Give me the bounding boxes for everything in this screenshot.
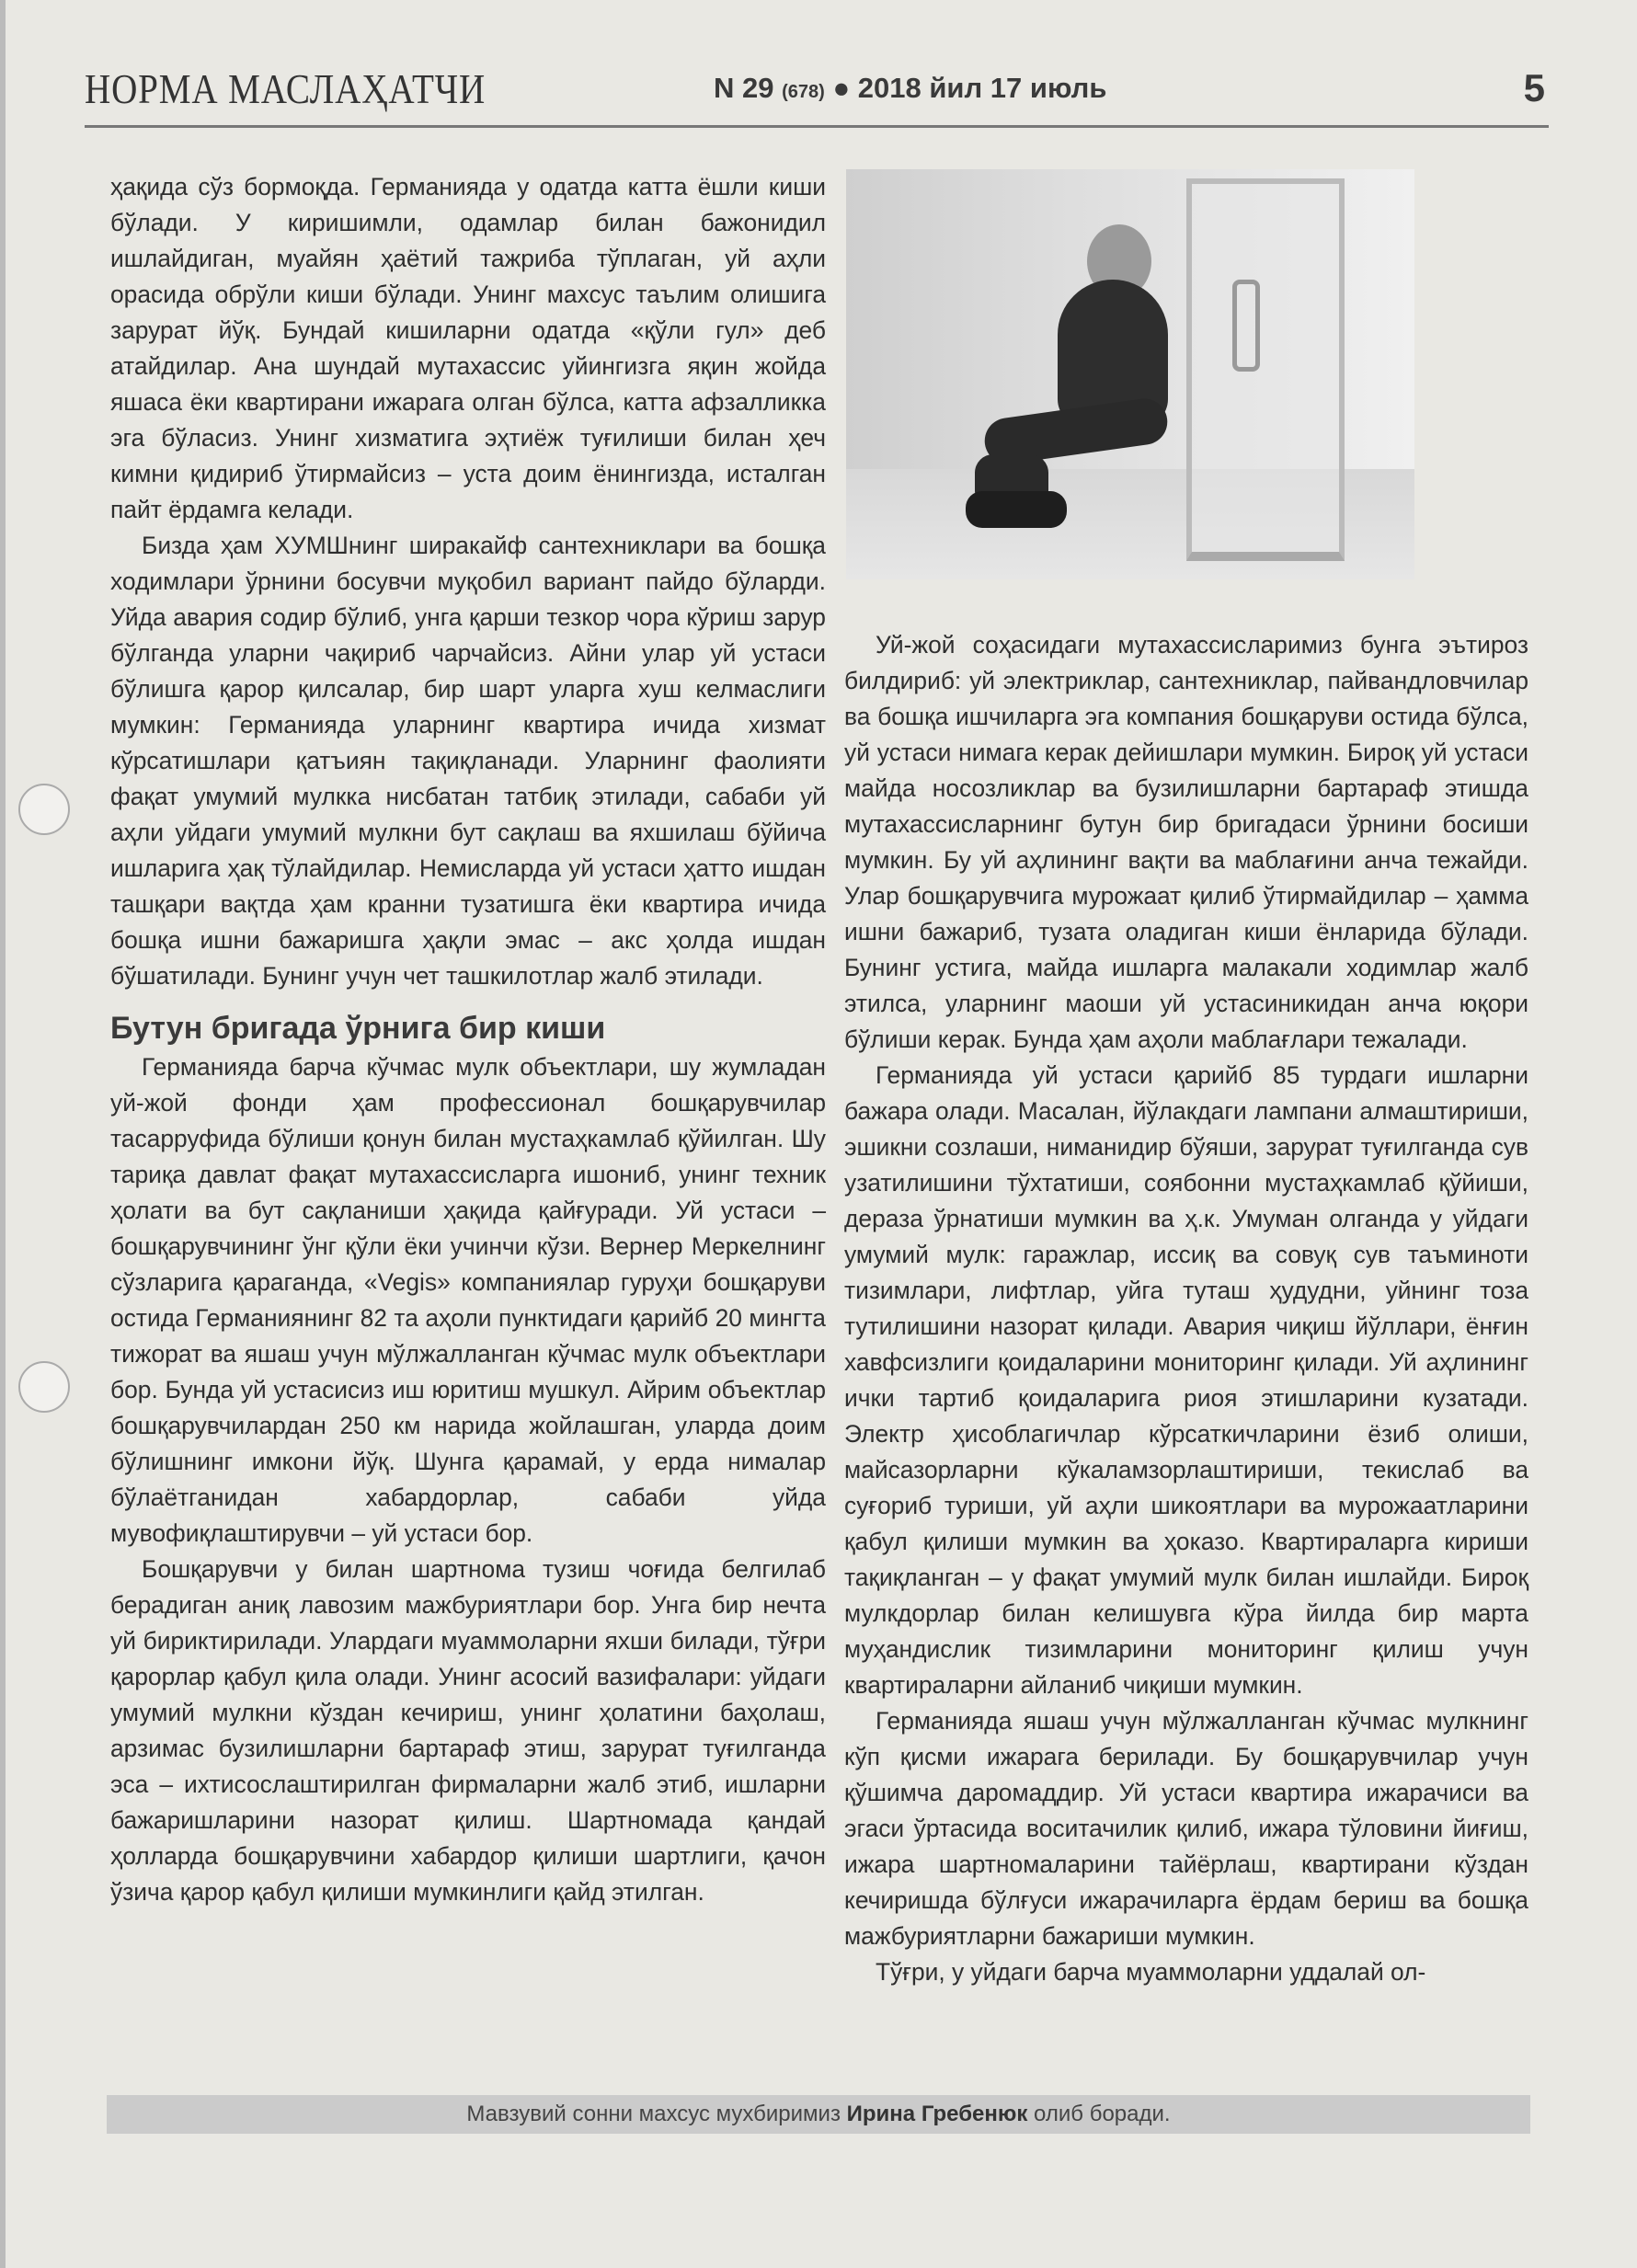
- paragraph: Уй-жой соҳасидаги мутахассисларимиз бунга эътироз билдириб: уй электриклар, сантехниклар, пайвандловчилар ва бошқа ишчиларга эга компания бошқаруви остида бўлса, уй устаси нимага керак дейишлари мумкин. Бироқ уй устаси майда носозликлар ва бузилишларни бартараф этишда мутахассисларнинг бутун бир бригадаси ўрнини босиши мумкин. Бу уй аҳлининг вақти ва маблағини анча тежайди. Улар бошқарувчига мурожаат қилиб ўтирмайдилар – ҳамма ишни бажариб, тузата оладиган киши ёнларида бўлади. Бунинг устига, майда ишларга малакали ходимлар жалб этилса, уларнинг маоши уй устасиникидан анча юқори бўлиши керак. Бунда ҳам аҳоли маблағлари тежалади.: [844, 631, 1528, 1053]
- footer-prefix: Мавзувий сонни махсус мухбиримиз: [466, 2102, 841, 2126]
- paragraph: Германияда барча кўчмас мулк объектлари, шу жумладан уй-жой фонди ҳам профессионал бошқарувчилар тасарруфида бўлиши қонун билан мустаҳкамлаб қўйилган. Шу тариқа давлат фақат мутахассисларга ишониб, унинг техник ҳолати ва бут сақланиши ҳақида қайғуради. Уй устаси – бошқарувчининг ўнг қўли ёки учинчи кўзи. Вернер Меркелнинг сўзларига қараганда, «Vegis» компаниялар гуруҳи бошқаруви остида Германиянинг 82 та аҳоли пунктидаги қарийб 20 мингта тижорат ва яшаш учун мўлжалланган кўчмас мулк объектлари бор. Бунда уй устасисиз иш юритиш мушкул. Айрим объектлар бошқарувчилардан 250 км нарида жойлашган, уларда доим бўлишнинг имкони йўқ. Шунга қарамай, у ерда нималар бўлаётганидан хабардорлар, сабаби уйда мувофиқлаштирувчи – уй устаси бор.: [110, 1053, 826, 1547]
- left-column: [110, 169, 826, 1910]
- photo-door-handle: [1232, 280, 1260, 372]
- footer-credit-bar: [107, 2095, 1530, 2134]
- issue-info: [714, 72, 1106, 105]
- page-number: 5: [1523, 66, 1545, 109]
- paragraph: Германияда уй устаси қарийб 85 турдаги ишларни бажара олади. Масалан, йўлакдаги лампани алмаштириши, эшикни созлаши, ниманидир бўяши, зарурат туғилганда сув узатилишини тўхтатиши, соябонни мустаҳкамлаб қўйиши, дераза ўрнатиши мумкин ва ҳ.к. Умуман олганда у уйдаги умумий мулк: гаражлар, иссиқ ва совуқ сув таъминоти тизимлари, лифтлар, уйга туташ ҳудудни, уйнинг тоза тутилишини назорат қилади. Авария чиқиш йўллари, ёнғин хавфсизлиги қоидаларини мониторинг қилади. Уй аҳлининг ички тартиб қоидаларига риоя этишларини кузатади. Электр ҳисоблагичлар кўрсаткичларини ёзиб олиши, майсазорларни кўкаламзорлаштириши, текислаб ва суғориб туриши, уй аҳли шикоятлари ва мурожаатларини қабул қилиши мумкин ва ҳоказо. Квартираларга кириши тақиқланган – у фақат умумий мулк билан ишлайди. Бироқ мулкдорлар билан келишувга кўра йилда бир марта муҳандислик тизимларини мониторинг қилиш учун квартираларни айланиб чиқиши мумкин.: [844, 1061, 1528, 1699]
- section-heading: Бутун бригада ўрнига бир киши: [110, 1011, 606, 1046]
- paragraph: Тўғри, у уйдаги барча муаммоларни уддалай ол-: [876, 1958, 1426, 1986]
- footer-suffix: олиб боради.: [1034, 2102, 1171, 2126]
- issue-date: 2018 йил 17 июль: [857, 72, 1107, 104]
- photo-repairman-shower-cabin: [846, 169, 1414, 579]
- left-edge-shadow: [0, 0, 6, 2268]
- paragraph: Германияда яшаш учун мўлжалланган кўчмас мулкнинг кўп қисми ижарага берилади. Бу бошқарувчилар учун қўшимча даромаддир. Уй устаси квартира ижарачиси ва эгаси ўртасида воситачилик қилиб, ижара тўловини йиғиш, ижара шартномаларини тайёрлаш, квартирани кўздан кечиришда бўлғуси ижарачиларга ёрдам бериш ва бошқа мажбуриятларни бажариши мумкин.: [844, 1707, 1528, 1950]
- punch-hole-bottom: [18, 1361, 70, 1413]
- photo-shower-cabin: [1186, 178, 1345, 561]
- publication-title: НОРМА МАСЛАҲАТЧИ: [85, 65, 487, 112]
- paragraph: Бошқарувчи у билан шартнома тузиш чоғида белгилаб берадиган аниқ лавозим мажбуриятлари бор. Унга бир нечта уй бириктирилади. Улардаги муаммоларни яхши билади, тўғри қарорлар қабул қила олади. Унинг асосий вазифалари: уйдаги умумий мулкни кўздан кечириш, унинг ҳолатини баҳолаш, арзимас бузилишларни бартараф этиш, зарурат туғилганда эса – ихтисослаштирилган фирмаларни жалб этиб, ишларни бажаришларини назорат қилиш. Шартномада қандай ҳолларда бошқарувчини хабардор қилиши шартлиги, қачон ўзича қарор қабул қилиши мумкинлиги қайд этилган.: [110, 1555, 826, 1906]
- footer-author-name: Ирина Гребенюк: [846, 2102, 1028, 2126]
- paragraph: ҳақида сўз бормоқда. Германияда у одатда катта ёшли киши бўлади. У киришимли, одамлар билан бажонидил ишлайдиган, муайян ҳаётий тажриба тўплаган, уй аҳли орасида обрўли киши бўлади. Унинг махсус таълим олишига зарурат йўқ. Бундай кишиларни одатда «қўли гул» деб атайдилар. Ана шундай мутахассис уйингизга яқин жойда яшаса ёки квартирани ижарага олган бўлса, катта афзалликка эга бўласиз. Унинг хизматига эҳтиёж туғилиши билан ҳеч кимни қидириб ўтирмайсиз – уста доим ёнингизда, исталган пайт ёрдамга келади.: [110, 173, 826, 523]
- right-column: [844, 627, 1528, 1990]
- bullet: ●: [832, 72, 851, 104]
- issue-number: N 29: [714, 72, 774, 104]
- issue-sub-number: (678): [782, 82, 825, 102]
- paragraph: Бизда ҳам ХУМШнинг ширакайф сантехниклари ва бошқа ходимлари ўрнини босувчи муқобил вариант пайдо бўларди. Уйда авария содир бўлиб, унга қарши тезкор чора кўриш зарур бўлганда уларни чақириб чарчайсиз. Айни улар уй устаси бўлишга қарор қилсалар, бир шарт уларга хуш келмаслиги мумкин: Германияда уларнинг квартира ичида хизмат кўрсатишлари қатъиян тақиқланади. Уларнинг фаолияти фақат умумий мулкка нисбатан татбиқ этилади, сабаби уй аҳли уйдаги умумий мулкни бут сақлаш ва яхшилаш бўйича ишларига ҳақ тўлайдилар. Немисларда уй устаси ҳатто ишдан ташқари вақтда ҳам кранни тузатишга ёки квартира ичида бошқа ишни бажаришга ҳақли эмас – акс ҳолда ишдан бўшатилади. Бунинг учун чет ташкилотлар жалб этилади.: [110, 532, 826, 990]
- photo-man-shoe: [966, 491, 1067, 528]
- header-rule: [85, 125, 1549, 128]
- punch-hole-top: [18, 784, 70, 835]
